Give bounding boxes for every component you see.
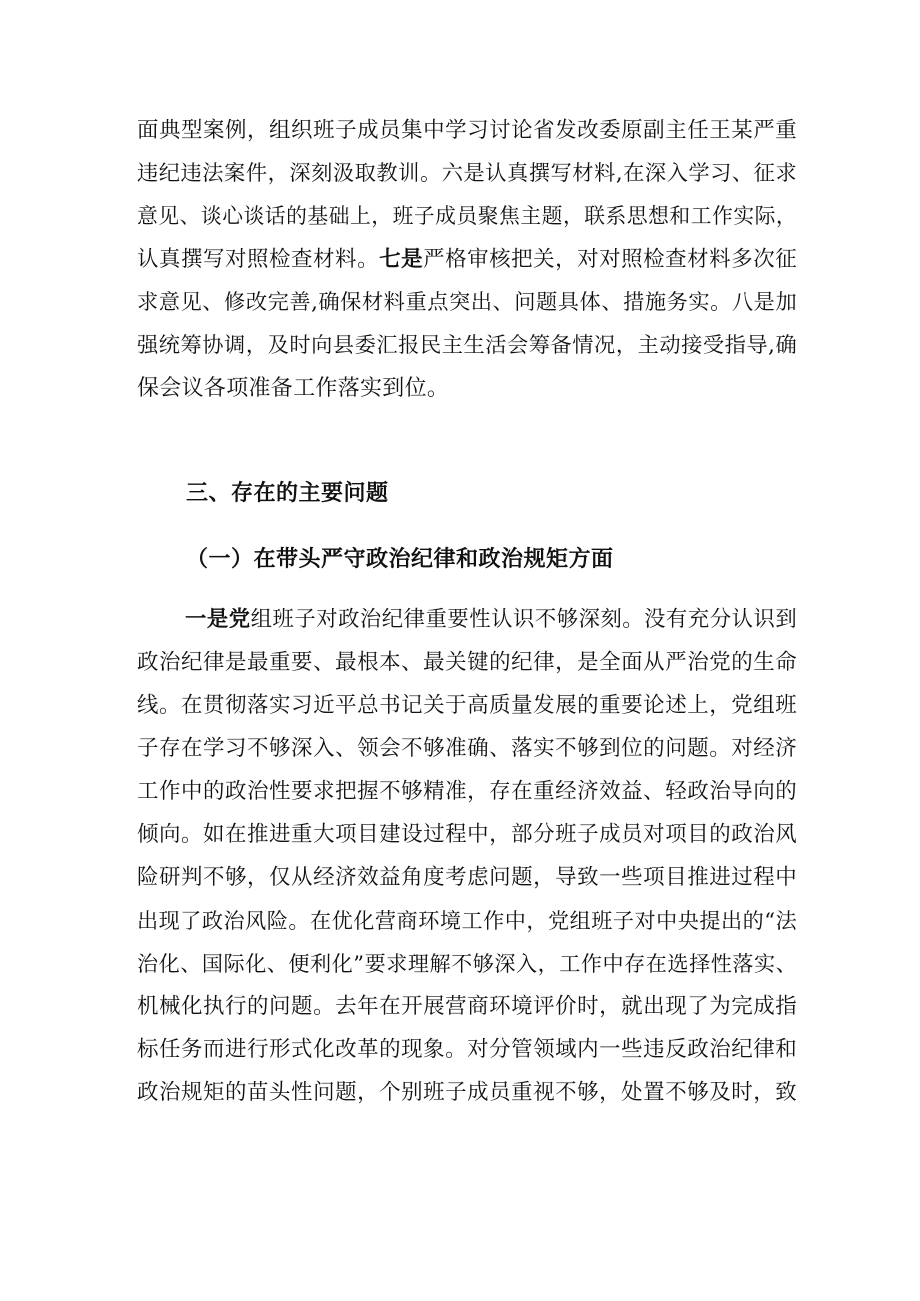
text-line: 治化、国际化、便利化”要求理解不够深入，工作中存在选择性落实、 bbox=[137, 951, 797, 976]
text-line: 求意见、修改完善,确保材料重点突出、问题具体、措施务实。八是加 bbox=[137, 290, 797, 315]
text-line: 倾向。如在推进重大项目建设过程中，部分班子成员对项目的政治风 bbox=[137, 822, 797, 847]
text-line bbox=[137, 238, 797, 281]
text-line: 线。在贯彻落实习近平总书记关于高质量发展的重要论述上，党组班 bbox=[137, 693, 797, 718]
text-line: 违纪违法案件，深刻汲取教训。六是认真撰写材料,在深入学习、征求 bbox=[137, 161, 797, 186]
text-line: 意见、谈心谈话的基础上，班子成员聚焦主题，联系思想和工作实际， bbox=[137, 204, 797, 228]
subsection-heading: （一）在带头严守政治纪律和政治规矩方面 bbox=[186, 547, 614, 572]
paragraph-preparation bbox=[137, 109, 797, 410]
text-line: 机械化执行的问题。去年在开展营商环境评价时，就出现了为完成指 bbox=[137, 994, 797, 1019]
text-line: 政治规矩的苗头性问题，个别班子成员重视不够，处置不够及时，致 bbox=[137, 1080, 797, 1105]
text-segment: 认真撰写对照检查材料。 bbox=[137, 247, 380, 272]
section-heading: 三、存在的主要问题 bbox=[186, 481, 389, 506]
text-line: 出现了政治风险。在优化营商环境工作中，党组班子对中央提出的“法 bbox=[137, 908, 797, 933]
emphasis-label: 一是党 bbox=[185, 607, 251, 632]
text-line: 强统筹协调，及时向县委汇报民主生活会筹备情况，主动接受指导,确 bbox=[137, 333, 797, 358]
text-line: 政治纪律是最重要、最根本、最关键的纪律，是全面从严治党的生命 bbox=[137, 650, 797, 675]
text-line: 子存在学习不够深入、领会不够准确、落实不够到位的问题。对经济 bbox=[137, 736, 797, 761]
emphasis-label: 七是 bbox=[379, 247, 424, 272]
paragraph-political-discipline bbox=[137, 598, 797, 1114]
text-line: 标任务而进行形式化改革的现象。对分管领域内一些违反政治纪律和 bbox=[137, 1037, 797, 1062]
text-line bbox=[137, 598, 797, 641]
text-line: 险研判不够，仅从经济效益角度考虑问题，导致一些项目推进过程中 bbox=[137, 865, 797, 890]
text-segment: 组班子对政治纪律重要性认识不够深刻。没有充分认识到 bbox=[250, 607, 797, 632]
text-segment: 严格审核把关，对对照检查材料多次征 bbox=[423, 247, 797, 272]
text-line: 保会议各项准备工作落实到位。 bbox=[137, 376, 450, 401]
text-line: 面典型案例，组织班子成员集中学习讨论省发改委原副主任王某严重 bbox=[137, 118, 797, 143]
text-line: 工作中的政治性要求把握不够精准，存在重经济效益、轻政治导向的 bbox=[137, 779, 797, 804]
